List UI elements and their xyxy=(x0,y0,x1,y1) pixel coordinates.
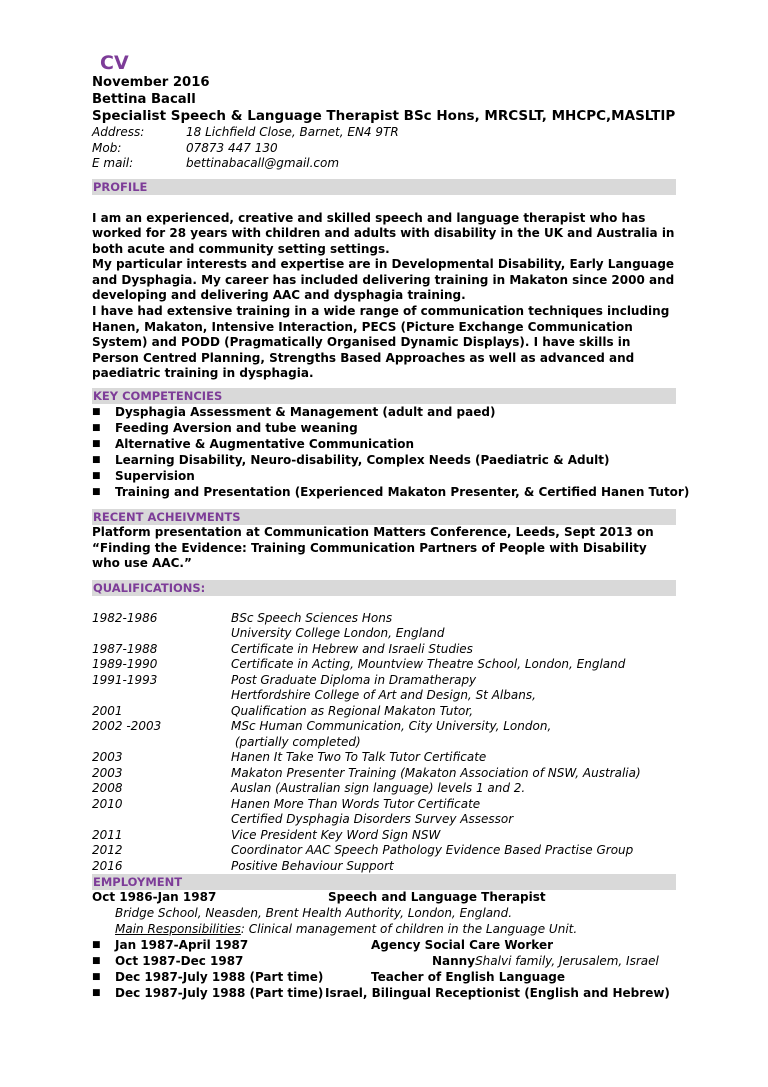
employment-list xyxy=(92,937,676,1001)
list-item: ■ Dysphagia Assessment & Management (adult and paed) xyxy=(92,405,496,420)
list-item: ■ Dec 1987-July 1988 (Part time) Israel, Bilingual Receptionist (English and Hebrew) xyxy=(92,986,670,1001)
cv-name: Bettina Bacall xyxy=(92,92,196,107)
list-item: 1982-1986 BSc Speech Sciences Hons xyxy=(92,610,393,625)
list-item: 2010 Hanen More Than Words Tutor Certificate xyxy=(92,796,481,811)
cv-date: November 2016 xyxy=(92,75,210,90)
employment-place: Bridge School, Neasden, Brent Health Authority, London, England. xyxy=(115,905,513,920)
section-achievements-heading: RECENT ACHEIVMENTS xyxy=(92,509,676,525)
list-item: 2016 Positive Behaviour Support xyxy=(92,858,394,873)
achievements-text: Platform presentation at Communication Matters Conference, Leeds, Sept 2013 on “Finding the Evidence: Training Communication Partners of People with Disability who use AAC.” xyxy=(92,525,654,571)
profile-paragraph-2: My particular interests and expertise are in Developmental Disability, Early Language and Dysphagia. My career has included delivering training in Makaton since 2000 and developing and delivering AAC and dysphagia training. xyxy=(92,257,675,303)
competency-list xyxy=(92,404,690,500)
list-item: ■ Training and Presentation (Experienced Makaton Presenter, & Certified Hanen Tutor) xyxy=(92,485,690,500)
list-item: ■ Learning Disability, Neuro-disability, Complex Needs (Paediatric & Adult) xyxy=(92,453,610,468)
contact-address: Address: 18 Lichfield Close, Barnet, EN4 9TR xyxy=(92,125,399,139)
profile-paragraph-1: I am an experienced, creative and skilled speech and language therapist who has worked for 28 years with children and adults with disability in the UK and Australia in both acute and community setting settings. xyxy=(92,210,675,256)
list-item: 1987-1988 Certificate in Hebrew and Israeli Studies xyxy=(92,641,473,656)
section-competencies-heading: KEY COMPETENCIES xyxy=(92,388,676,404)
list-item: ■ Dec 1987-July 1988 (Part time) Teacher of English Language xyxy=(92,970,566,985)
list-item: ■ Supervision xyxy=(92,469,195,484)
list-item: 2002 -2003 MSc Human Communication, City University, London, xyxy=(92,719,552,734)
cv-title: Specialist Speech & Language Therapist BSc Hons, MRCSLT, MHCPC,MASLTIP xyxy=(92,108,676,124)
list-item: 2012 Coordinator AAC Speech Pathology Evidence Based Practise Group xyxy=(92,843,634,858)
section-profile-heading: PROFILE xyxy=(92,179,676,195)
list-item: 2001 Qualification as Regional Makaton Tutor, xyxy=(92,703,474,718)
cv-heading: CV xyxy=(100,52,129,74)
contact-email: E mail: bettinabacall@gmail.com xyxy=(92,156,340,170)
list-item: 2008 Auslan (Australian sign language) levels 1 and 2. xyxy=(92,781,526,796)
section-qualifications-heading: QUALIFICATIONS: xyxy=(92,580,676,596)
profile-paragraph-3: I have had extensive training in a wide range of communication techniques including Hanen, Makaton, Intensive Interaction, PECS (Picture Exchange Communication System) and PODD (Pragmatically Organised Dynamic Displays). I have skills in Person Centred Planning, Strengths Based Approaches as well as advanced and paediatric training in dysphagia. xyxy=(92,304,670,381)
list-item: ■ Feeding Aversion and tube weaning xyxy=(92,421,358,436)
list-item: Hertfordshire College of Art and Design, St Albans, xyxy=(231,688,536,703)
cv-document xyxy=(92,52,690,1001)
contact-mobile: Mob: 07873 447 130 xyxy=(92,140,278,155)
list-item: 2011 Vice President Key Word Sign NSW xyxy=(92,827,441,842)
list-item: 2003 Hanen It Take Two To Talk Tutor Certificate xyxy=(92,750,487,765)
qualifications-list xyxy=(92,611,676,875)
list-item: ■ Oct 1987-Dec 1987 Nanny Shalvi family, Jerusalem, Israel xyxy=(92,954,659,969)
list-item: 1989-1990 Certificate in Acting, Mountview Theatre School, London, England xyxy=(92,657,626,672)
list-item: ■ Jan 1987-April 1987 Agency Social Care Worker xyxy=(92,938,553,953)
list-item: University College London, England xyxy=(231,626,445,641)
section-employment-heading: EMPLOYMENT xyxy=(92,874,676,890)
list-item: 2003 Makaton Presenter Training (Makaton Association of NSW, Australia) xyxy=(92,765,641,780)
list-item: ■ Alternative & Augmentative Communication xyxy=(92,437,414,452)
employment-first-entry: Oct 1986-Jan 1987 Speech and Language Therapist xyxy=(92,890,546,905)
employment-responsibilities: Main Responsibilities : Clinical management of children in the Language Unit. xyxy=(115,921,578,936)
list-item: Certified Dysphagia Disorders Survey Assessor xyxy=(231,812,514,827)
list-item: (partially completed) xyxy=(231,734,361,749)
list-item: 1991-1993 Post Graduate Diploma in Dramatherapy xyxy=(92,672,477,687)
